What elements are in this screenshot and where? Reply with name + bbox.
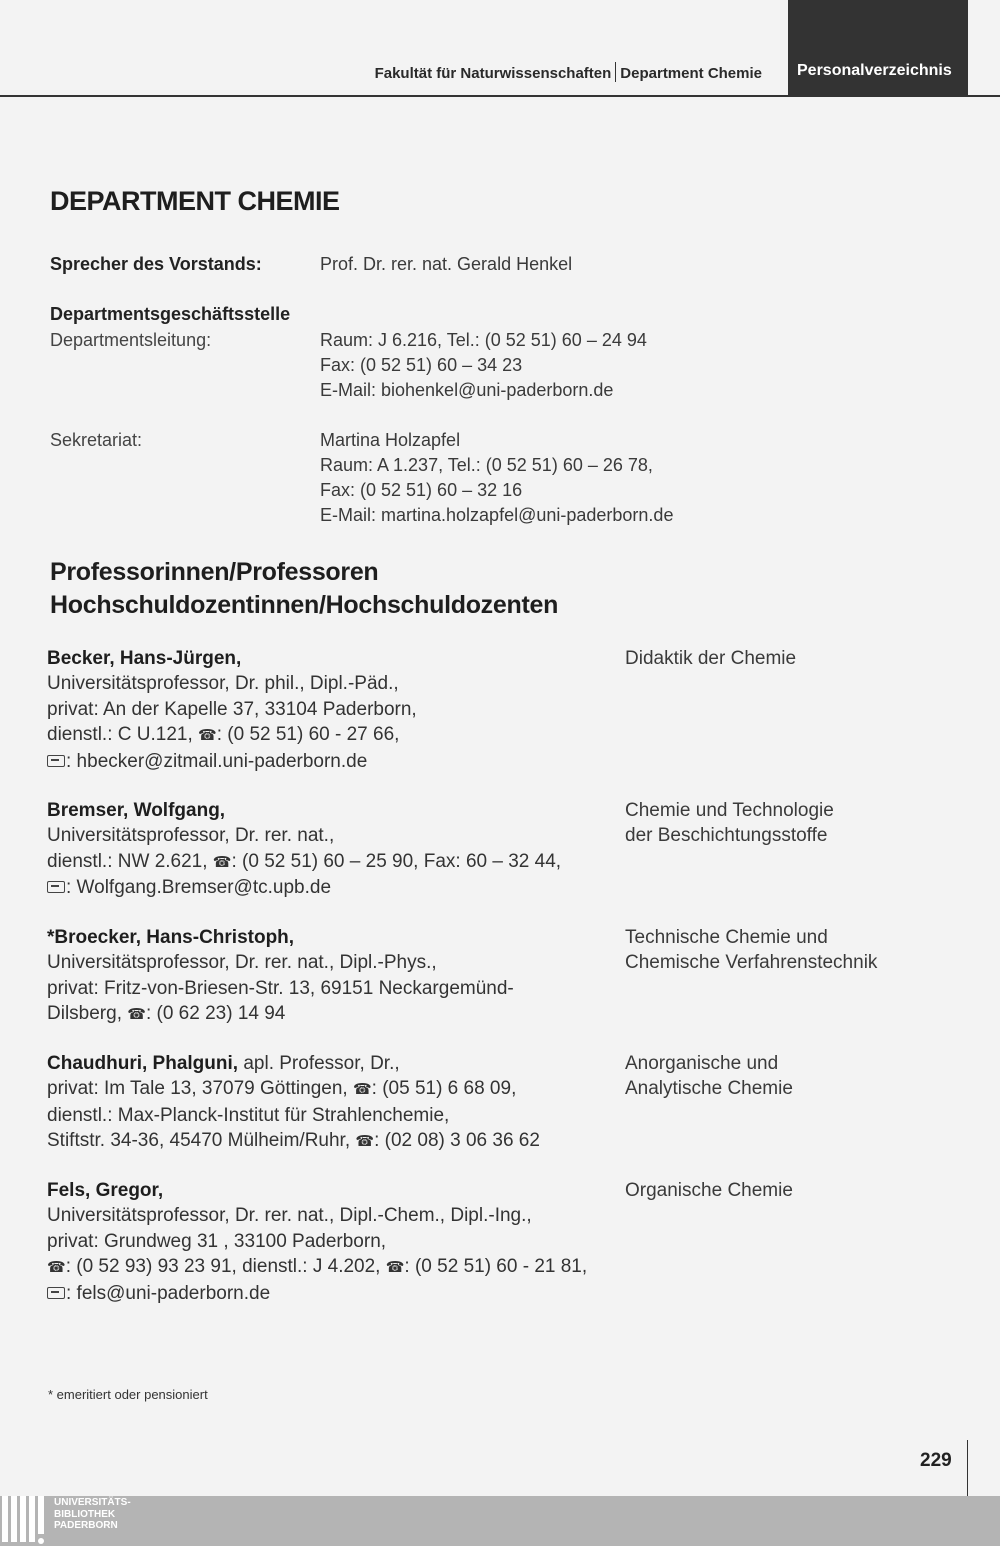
person-name: *Broecker, Hans-Christoph, (47, 927, 295, 948)
field-line: Organische Chemie (625, 1180, 793, 1201)
secretariat-line: Raum: A 1.237, Tel.: (0 52 51) 60 – 26 78, (320, 455, 653, 475)
section-tab (788, 0, 968, 95)
person-field-chaudhuri (625, 1051, 955, 1102)
running-header (0, 62, 762, 82)
header-department: Department Chemie (620, 65, 762, 82)
management-line: Fax: (0 52 51) 60 – 34 23 (320, 355, 523, 375)
field-line: Chemie und Technologie (625, 800, 834, 821)
office-heading: Departmentsgeschäftsstelle (50, 304, 291, 324)
library-footer (0, 1496, 1000, 1546)
field-line: Anorganische und (625, 1053, 779, 1074)
person-name: Becker, Hans-Jürgen, (47, 648, 242, 669)
management-line: Raum: J 6.216, Tel.: (0 52 51) 60 – 24 94 (320, 330, 647, 350)
person-title: Universitätsprofessor, Dr. rer. nat., Dipl.-Chem., Dipl.-Ing., (47, 1205, 532, 1227)
field-line: Didaktik der Chemie (625, 648, 797, 669)
person-office-address: Stiftstr. 34-36, 45470 Mülheim/Ruhr, ☎: (02 08) 3 06 36 62 (47, 1128, 617, 1154)
section-tab-label: Personalverzeichnis (797, 62, 952, 79)
person-office: dienstl.: NW 2.621, ☎: (0 52 51) 60 – 25 90, Fax: 60 – 32 44, (47, 849, 617, 875)
secretariat-label: Sekretariat: (50, 430, 143, 450)
library-logo-icon (0, 1496, 48, 1546)
section-heading-line2: Hochschuldozentinnen/Hochschuldozenten (50, 591, 559, 619)
person-office: dienstl.: Max-Planck-Institut für Strahlenchemie, (47, 1104, 450, 1126)
person-entry-fels (47, 1178, 617, 1306)
person-office: dienstl.: C U.121, ☎: (0 52 51) 60 - 27 66, (47, 722, 617, 748)
person-private-address: privat: Fritz-von-Briesen-Str. 13, 69151 Neckargemünd- (47, 977, 514, 999)
person-name: Bremser, Wolfgang, (47, 800, 226, 821)
person-email: : Wolfgang.Bremser@tc.upb.de (47, 875, 617, 900)
person-name: Fels, Gregor, (47, 1180, 164, 1201)
person-title: Universitätsprofessor, Dr. phil., Dipl.-Päd., (47, 673, 399, 695)
person-private-address: privat: Grundweg 31 , 33100 Paderborn, (47, 1230, 387, 1252)
email-icon (47, 881, 65, 893)
person-private-address: privat: An der Kapelle 37, 33104 Paderborn, (47, 698, 417, 720)
field-line: Analytische Chemie (625, 1078, 793, 1100)
footnote: * emeritiert oder pensioniert (48, 1387, 208, 1402)
email-icon (47, 755, 65, 767)
person-email: : fels@uni-paderborn.de (47, 1281, 617, 1306)
person-entry-chaudhuri (47, 1051, 617, 1155)
library-logo-text: UNIVERSITÄTS- BIBLIOTHEK PADERBORN (54, 1497, 131, 1531)
header-divider (615, 62, 616, 82)
person-entry-broecker (47, 925, 617, 1028)
email-icon (47, 1287, 65, 1299)
telephone-icon: ☎ (385, 1259, 405, 1277)
telephone-icon: ☎ (127, 1006, 146, 1024)
person-title: Universitätsprofessor, Dr. rer. nat., (47, 825, 335, 847)
secretariat-line: Martina Holzapfel (320, 430, 461, 450)
secretariat-line: E-Mail: martina.holzapfel@uni-paderborn.de (320, 505, 674, 525)
person-title: Universitätsprofessor, Dr. rer. nat., Dipl.-Phys., (47, 952, 437, 974)
person-private-address: privat: Im Tale 13, 37079 Göttingen, ☎: (05 51) 6 68 09, (47, 1076, 617, 1102)
person-entry-becker (47, 646, 617, 774)
person-name: Chaudhuri, Phalguni, (47, 1053, 239, 1074)
section-heading-line1: Professorinnen/Professoren (50, 558, 379, 586)
person-field-broecker (625, 925, 955, 976)
person-field-bremser (625, 798, 955, 849)
secretariat-line: Fax: (0 52 51) 60 – 32 16 (320, 480, 523, 500)
field-line: Technische Chemie und (625, 927, 828, 948)
telephone-icon: ☎ (47, 1259, 66, 1277)
field-line: Chemische Verfahrenstechnik (625, 952, 878, 974)
telephone-icon: ☎ (355, 1133, 375, 1151)
person-title: apl. Professor, Dr., (238, 1053, 400, 1074)
person-field-fels (625, 1178, 955, 1203)
page-title: DEPARTMENT CHEMIE (50, 186, 340, 216)
spokesperson-label: Sprecher des Vorstands: (50, 254, 262, 274)
management-label: Departmentsleitung: (50, 330, 212, 350)
secretariat-contact (320, 428, 673, 528)
header-rule (0, 95, 1000, 97)
header-faculty: Fakultät für Naturwissenschaften (374, 65, 612, 82)
telephone-icon: ☎ (352, 1081, 372, 1099)
page-number-rule (967, 1440, 968, 1496)
person-entry-bremser (47, 798, 617, 901)
field-line: der Beschichtungsstoffe (625, 825, 828, 847)
person-field-becker (625, 646, 955, 671)
spokesperson-value: Prof. Dr. rer. nat. Gerald Henkel (320, 254, 573, 274)
page-number: 229 (920, 1450, 952, 1471)
person-email: : hbecker@zitmail.uni-paderborn.de (47, 749, 617, 774)
person-private-phone: Dilsberg, ☎: (0 62 23) 14 94 (47, 1001, 617, 1027)
management-line: E-Mail: biohenkel@uni-paderborn.de (320, 380, 614, 400)
management-contact (320, 328, 647, 403)
telephone-icon: ☎ (212, 853, 232, 871)
person-phones: ☎: (0 52 93) 93 23 91, dienstl.: J 4.202, ☎: (0 52 51) 60 - 21 81, (47, 1254, 617, 1280)
telephone-icon: ☎ (198, 727, 217, 745)
